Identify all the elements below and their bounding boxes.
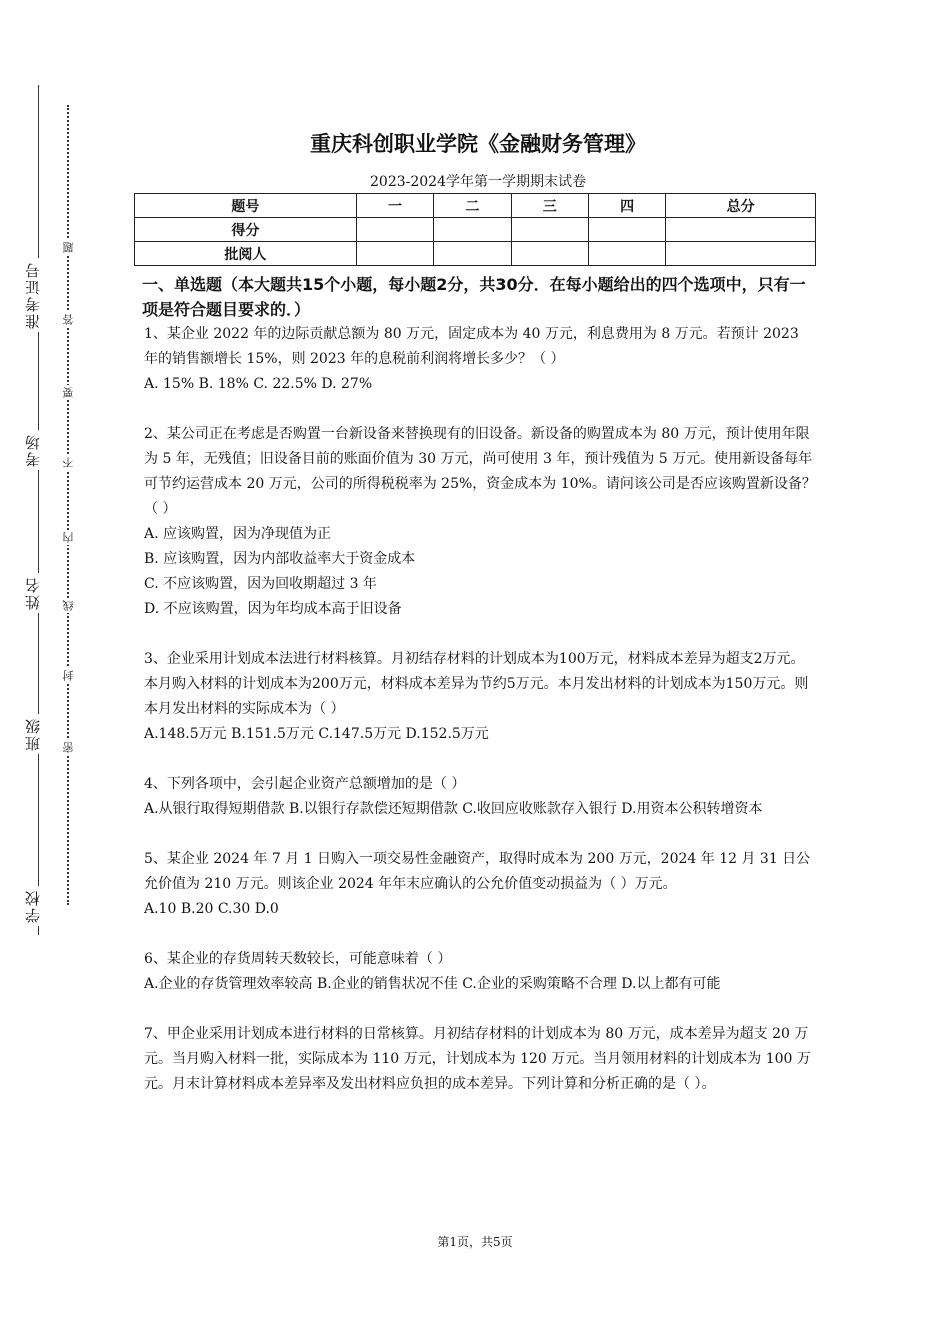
question-option: C. 不应该购置，因为回收期超过 3 年	[144, 576, 377, 592]
binding-mark: 不	[62, 457, 75, 468]
question-stem: 5、某企业 2024 年 7 月 1 日购入一项交易性金融资产，取得时成本为 200 万元，2024 年 12 月 31 日公允价值为 210 万元。则该企业 2024 年年末应确认的公允价值变动损益为（ ）万元。	[144, 851, 811, 892]
table-cell: 批阅人	[135, 242, 357, 266]
table-cell	[666, 218, 816, 242]
question-2	[144, 422, 816, 622]
table-cell	[666, 242, 816, 266]
question-options: A.企业的存货管理效率较高 B.企业的销售状况不佳 C.企业的采购策略不合理 D.以上都有可能	[144, 976, 721, 992]
question-options: A.10 B.20 C.30 D.0	[144, 901, 279, 917]
binding-mark: 答	[62, 314, 75, 325]
question-option: A. 应该购置，因为净现值为正	[144, 526, 332, 542]
table-cell: 总分	[666, 194, 816, 218]
question-stem: 1、某企业 2022 年的边际贡献总额为 80 万元，固定成本为 40 万元，利息费用为 8 万元。若预计 2023 年的销售额增长 15%，则 2023 年的息税前利润将增长多少？（ ）	[144, 326, 799, 367]
question-3	[144, 647, 816, 747]
label-exam-room: 考场	[22, 430, 43, 470]
question-option: D. 不应该购置，因为年均成本高于旧设备	[144, 601, 402, 617]
exam-title: 重庆科创职业学院《金融财务管理》	[310, 132, 646, 156]
table-cell	[434, 242, 511, 266]
table-cell	[434, 218, 511, 242]
binding-mark: 封	[62, 670, 75, 681]
questions-content	[144, 272, 816, 1122]
table-cell: 得分	[135, 218, 357, 242]
table-cell	[356, 242, 433, 266]
question-4	[144, 772, 816, 822]
binding-dotted-line	[67, 105, 69, 905]
table-cell: 题号	[135, 194, 357, 218]
table-row	[135, 218, 816, 242]
table-row	[135, 242, 816, 266]
question-stem: 3、企业采用计划成本法进行材料核算。月初结存材料的计划成本为100万元，材料成本差异为超支2万元。本月购入材料的计划成本为200万元，材料成本差异为节约5万元。本月发出材料的计划成本为150万元。则本月发出材料的实际成本为（ ）	[144, 651, 809, 717]
question-options: A.从银行取得短期借款 B.以银行存款偿还短期借款 C.收回应收账款存入银行 D.用资本公积转增资本	[144, 801, 763, 817]
question-5	[144, 847, 816, 922]
table-cell	[588, 242, 665, 266]
score-table	[134, 193, 816, 266]
question-option: B. 应该购置，因为内部收益率大于资金成本	[144, 551, 416, 567]
table-cell	[511, 242, 588, 266]
question-stem: 7、甲企业采用计划成本进行材料的日常核算。月初结存材料的计划成本为 80 万元，成本差异为超支 20 万元。当月购入材料一批，实际成本为 110 万元，计划成本为 120 万元。当月领用材料的计划成本为 100 万元。月末计算材料成本差异率及发出材料应负担的成本差异。下列计算和分析正确的是（ ）。	[144, 1026, 811, 1092]
page-number: 第1页，共5页	[437, 1235, 513, 1249]
binding-mark: 要	[62, 387, 75, 398]
table-cell: 三	[511, 194, 588, 218]
section-heading: 一、单选题（本大题共15个小题，每小题2分，共30分．在每小题给出的四个选项中，只有一项是符合题目要求的．）	[142, 275, 806, 319]
binding-solid-line	[38, 85, 39, 935]
binding-mark: 题	[62, 242, 75, 253]
label-exam-id: 准考证号	[22, 258, 43, 332]
binding-margin	[0, 0, 110, 1344]
binding-mark: 密	[62, 742, 75, 753]
question-1	[144, 322, 816, 397]
label-school: 学校	[22, 886, 43, 926]
binding-mark: 线	[62, 600, 75, 611]
question-stem: 2、某公司正在考虑是否购置一台新设备来替换现有的旧设备。新设备的购置成本为 80 万元，预计使用年限为 5 年，无残值；旧设备目前的账面价值为 30 万元，尚可使用 3 年，预计残值为 5 万元。使用新设备每年可节约运营成本 20 万元，公司的所得税税率为 25%，资金成本为 10%。请问该公司是否应该购置新设备？（ ）	[144, 426, 816, 517]
exam-subtitle: 2023-2024学年第一学期期末试卷	[370, 174, 586, 190]
table-cell: 二	[434, 194, 511, 218]
table-cell	[588, 218, 665, 242]
table-cell: 四	[588, 194, 665, 218]
question-options: A. 15% B. 18% C. 22.5% D. 27%	[144, 376, 373, 392]
table-cell	[356, 218, 433, 242]
table-cell	[511, 218, 588, 242]
question-6	[144, 947, 816, 997]
question-stem: 6、某企业的存货周转天数较长，可能意味着（ ）	[144, 951, 452, 967]
question-stem: 4、下列各项中，会引起企业资产总额增加的是（ ）	[144, 776, 466, 792]
label-name: 姓名	[22, 573, 43, 613]
binding-mark: 内	[62, 532, 75, 543]
table-row	[135, 194, 816, 218]
table-cell: 一	[356, 194, 433, 218]
label-class: 班级	[22, 714, 43, 754]
question-7	[144, 1022, 816, 1097]
question-options: A.148.5万元 B.151.5万元 C.147.5万元 D.152.5万元	[144, 726, 489, 742]
